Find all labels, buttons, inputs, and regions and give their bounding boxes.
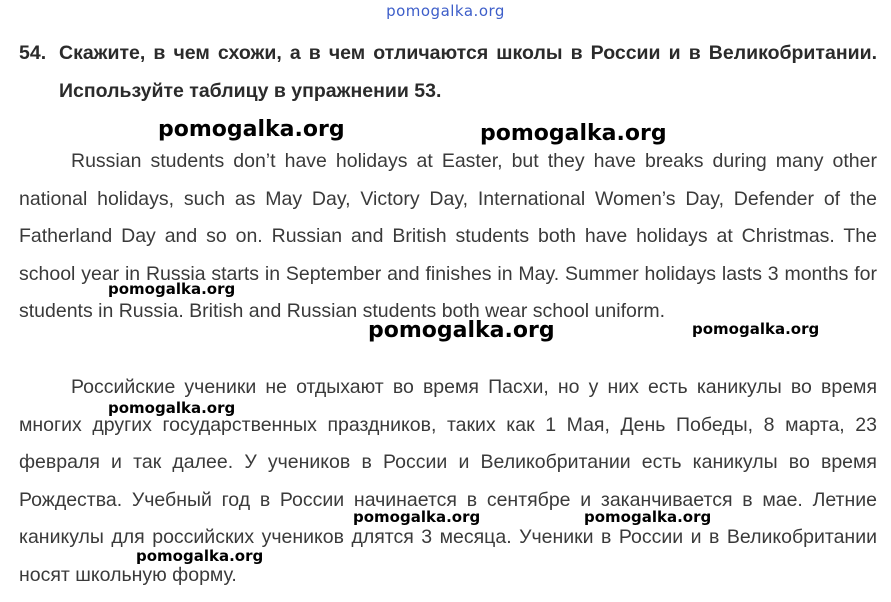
watermark: pomogalka.org [353,508,481,526]
site-link[interactable]: pomogalka.org [386,2,505,20]
watermark: pomogalka.org [368,318,555,343]
task-heading [19,34,877,110]
task-text: Скажите, в чем схожи, а в чем отличаются школы в России и в Великобритании. Используйте таблицу в упражнении 53. [59,42,877,102]
task-number: 54. [19,42,47,64]
watermark: pomogalka.org [108,399,236,417]
watermark: pomogalka.org [108,280,236,298]
answer-russian: Российские ученики не отдыхают во время Пасхи, но у них есть каникулы во время многих других государственных праздников, таких как 1 Мая, День Победы, 8 марта, 23 февраля и так далее. У учеников в России и Великобритании есть каникулы во время Рождества. Учебный год в России начинается в сентябре и заканчивается в мае. Летние каникулы для российских учеников длятся 3 месяца. Ученики в России и в Великобритании носят школьную форму. [19,376,877,586]
watermark: pomogalka.org [584,508,712,526]
watermark: pomogalka.org [158,117,345,142]
watermark: pomogalka.org [136,547,264,565]
watermark: pomogalka.org [692,320,820,338]
answer-english: Russian students don’t have holidays at Easter, but they have breaks during many other national holidays, such as May Day, Victory Day, International Women’s Day, Defender of the Fatherland Day and so on. Russian and British students both have holidays at Christmas. The school year in Russia starts in September and finishes in May. Summer holidays lasts 3 months for students in Russia. British and Russian students both wear school uniform. [19,150,877,323]
watermark: pomogalka.org [480,121,667,146]
